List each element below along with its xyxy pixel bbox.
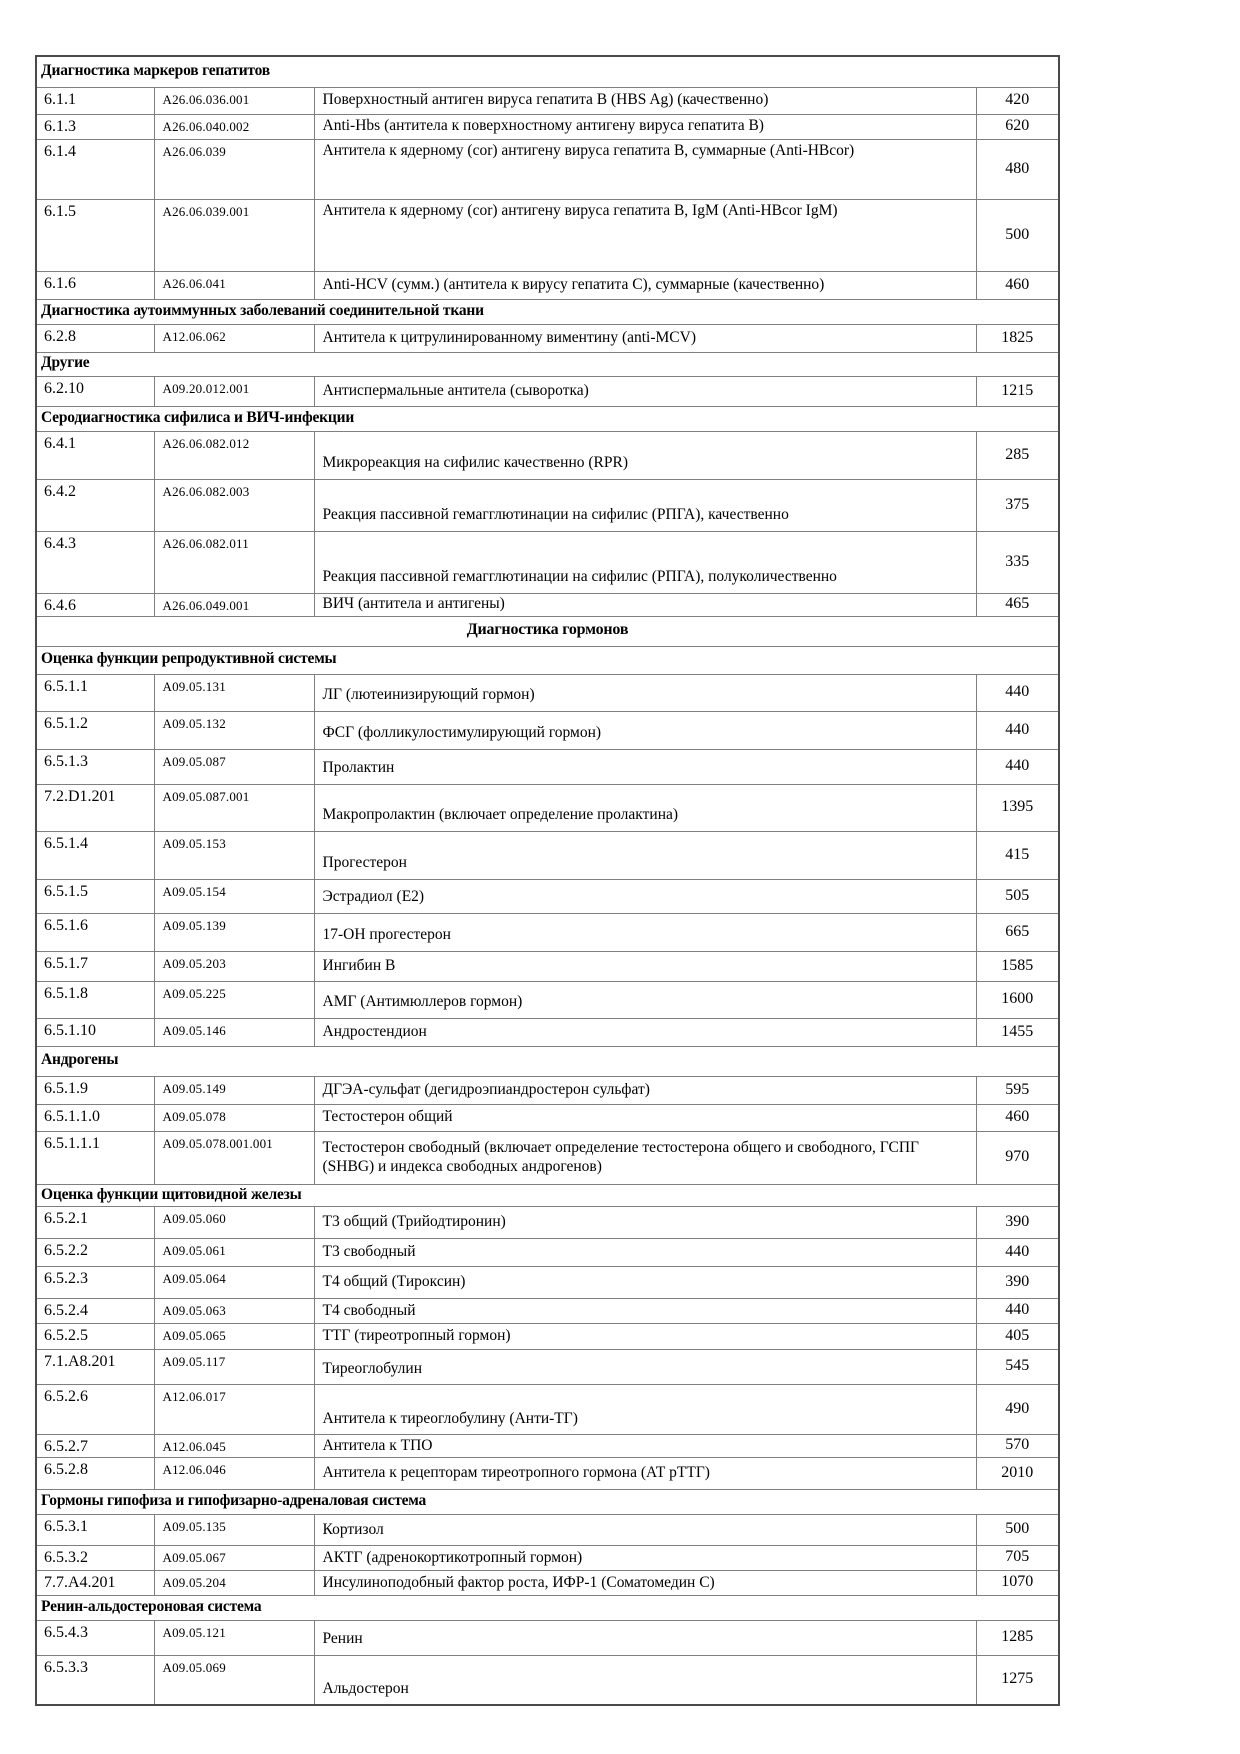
table-row <box>36 114 1059 139</box>
price-cell: 375 <box>976 479 1059 531</box>
item-code-cell: 6.5.3.3 <box>36 1655 154 1705</box>
item-code-cell: 6.5.1.1 <box>36 674 154 711</box>
price-cell: 335 <box>976 531 1059 593</box>
group-title-cell: Диагностика гормонов <box>36 616 1059 646</box>
item-code-cell: 6.5.1.6 <box>36 913 154 951</box>
table-row <box>36 981 1059 1018</box>
test-name-cell: Ренин <box>314 1620 976 1655</box>
price-cell: 420 <box>976 87 1059 114</box>
item-code-cell: 6.5.4.3 <box>36 1620 154 1655</box>
price-cell: 570 <box>976 1434 1059 1457</box>
item-code-cell: 6.5.2.3 <box>36 1266 154 1298</box>
service-code-cell: A09.05.131 <box>154 674 314 711</box>
section-title-cell: Диагностика аутоиммунных заболеваний соединительной ткани <box>36 299 1059 324</box>
price-table-body <box>36 56 1059 1705</box>
test-name-cell: Тестостерон свободный (включает определение тестостерона общего и свободного, ГСПГ (SHBG) и индекса свободных андрогенов) <box>314 1131 976 1184</box>
table-row <box>36 1323 1059 1349</box>
price-cell: 1585 <box>976 951 1059 981</box>
item-code-cell: 6.4.1 <box>36 431 154 479</box>
price-cell: 440 <box>976 1298 1059 1323</box>
price-cell: 460 <box>976 1104 1059 1131</box>
test-name-cell: Т3 свободный <box>314 1238 976 1266</box>
price-cell: 1395 <box>976 784 1059 831</box>
table-row <box>36 87 1059 114</box>
service-code-cell: A09.20.012.001 <box>154 376 314 406</box>
test-name-cell: Реакция пассивной гемагглютинации на сифилис (РПГА), полуколичественно <box>314 531 976 593</box>
test-name-cell: Антитела к тиреоглобулину (Анти-ТГ) <box>314 1384 976 1434</box>
table-row <box>36 1655 1059 1705</box>
table-row <box>36 531 1059 593</box>
test-name-cell: Т4 общий (Тироксин) <box>314 1266 976 1298</box>
table-row <box>36 1570 1059 1595</box>
test-name-cell: Поверхностный антиген вируса гепатита В (HBS Ag) (качественно) <box>314 87 976 114</box>
item-code-cell: 6.1.4 <box>36 139 154 199</box>
section-title-cell: Оценка функции щитовидной железы <box>36 1184 1059 1206</box>
table-row <box>36 1434 1059 1457</box>
section-row <box>36 1184 1059 1206</box>
service-code-cell: A09.05.139 <box>154 913 314 951</box>
test-name-cell: Андростендион <box>314 1018 976 1046</box>
item-code-cell: 6.5.2.5 <box>36 1323 154 1349</box>
service-code-cell: A26.06.036.001 <box>154 87 314 114</box>
test-name-cell: АМГ (Антимюллеров гормон) <box>314 981 976 1018</box>
test-name-cell: АКТГ (адренокортикотропный гормон) <box>314 1545 976 1570</box>
test-name-cell: ЛГ (лютеинизирующий гормон) <box>314 674 976 711</box>
table-row <box>36 749 1059 784</box>
item-code-cell: 6.2.8 <box>36 324 154 352</box>
test-name-cell: Тиреоглобулин <box>314 1349 976 1384</box>
service-code-cell: A12.06.045 <box>154 1434 314 1457</box>
table-row <box>36 271 1059 299</box>
item-code-cell: 6.5.2.6 <box>36 1384 154 1434</box>
item-code-cell: 6.5.3.2 <box>36 1545 154 1570</box>
section-row <box>36 646 1059 674</box>
price-cell: 1215 <box>976 376 1059 406</box>
section-row <box>36 1489 1059 1514</box>
item-code-cell: 7.2.D1.201 <box>36 784 154 831</box>
price-cell: 440 <box>976 749 1059 784</box>
service-code-cell: A09.05.087 <box>154 749 314 784</box>
price-cell: 405 <box>976 1323 1059 1349</box>
item-code-cell: 6.4.2 <box>36 479 154 531</box>
price-cell: 1275 <box>976 1655 1059 1705</box>
item-code-cell: 6.5.2.1 <box>36 1206 154 1238</box>
test-name-cell: Тестостерон общий <box>314 1104 976 1131</box>
service-code-cell: A26.06.039 <box>154 139 314 199</box>
price-cell: 2010 <box>976 1457 1059 1489</box>
table-row <box>36 674 1059 711</box>
section-row <box>36 1046 1059 1076</box>
section-row <box>36 1595 1059 1620</box>
test-name-cell: ТТГ (тиреотропный гормон) <box>314 1323 976 1349</box>
section-title-cell: Ренин-альдостероновая система <box>36 1595 1059 1620</box>
test-name-cell: Ингибин В <box>314 951 976 981</box>
table-row <box>36 1349 1059 1384</box>
price-cell: 415 <box>976 831 1059 879</box>
price-cell: 440 <box>976 674 1059 711</box>
price-cell: 620 <box>976 114 1059 139</box>
table-row <box>36 1238 1059 1266</box>
table-row <box>36 139 1059 199</box>
service-code-cell: A09.05.154 <box>154 879 314 913</box>
section-row <box>36 299 1059 324</box>
price-cell: 390 <box>976 1266 1059 1298</box>
item-code-cell: 7.1.A8.201 <box>36 1349 154 1384</box>
table-row <box>36 479 1059 531</box>
section-title-cell: Андрогены <box>36 1046 1059 1076</box>
price-cell: 545 <box>976 1349 1059 1384</box>
section-row <box>36 616 1059 646</box>
section-title-cell: Диагностика маркеров гепатитов <box>36 56 1059 87</box>
test-name-cell: Макропролактин (включает определение пролактина) <box>314 784 976 831</box>
price-cell: 1455 <box>976 1018 1059 1046</box>
service-code-cell: A09.05.060 <box>154 1206 314 1238</box>
table-row <box>36 593 1059 616</box>
price-cell: 440 <box>976 711 1059 749</box>
table-row <box>36 951 1059 981</box>
item-code-cell: 6.2.10 <box>36 376 154 406</box>
price-cell: 1070 <box>976 1570 1059 1595</box>
table-row <box>36 1206 1059 1238</box>
table-row <box>36 1131 1059 1184</box>
item-code-cell: 6.4.3 <box>36 531 154 593</box>
test-name-cell: Альдостерон <box>314 1655 976 1705</box>
service-code-cell: A09.05.146 <box>154 1018 314 1046</box>
price-cell: 970 <box>976 1131 1059 1184</box>
service-code-cell: A26.06.082.003 <box>154 479 314 531</box>
price-cell: 460 <box>976 271 1059 299</box>
item-code-cell: 6.1.1 <box>36 87 154 114</box>
service-code-cell: A09.05.063 <box>154 1298 314 1323</box>
service-code-cell: A09.05.087.001 <box>154 784 314 831</box>
test-name-cell: Микрореакция на сифилис качественно (RPR) <box>314 431 976 479</box>
item-code-cell: 6.5.1.10 <box>36 1018 154 1046</box>
item-code-cell: 6.5.1.1.1 <box>36 1131 154 1184</box>
item-code-cell: 6.5.1.1.0 <box>36 1104 154 1131</box>
table-row <box>36 1018 1059 1046</box>
test-name-cell: Эстрадиол (Е2) <box>314 879 976 913</box>
service-code-cell: A09.05.078 <box>154 1104 314 1131</box>
price-cell: 1825 <box>976 324 1059 352</box>
section-title-cell: Другие <box>36 352 1059 376</box>
item-code-cell: 6.1.6 <box>36 271 154 299</box>
test-name-cell: ФСГ (фолликулостимулирующий гормон) <box>314 711 976 749</box>
test-name-cell: Anti-HCV (сумм.) (антитела к вирусу гепатита С), суммарные (качественно) <box>314 271 976 299</box>
price-cell: 705 <box>976 1545 1059 1570</box>
service-code-cell: A09.05.203 <box>154 951 314 981</box>
table-row <box>36 1545 1059 1570</box>
service-code-cell: A26.06.040.002 <box>154 114 314 139</box>
service-code-cell: A12.06.062 <box>154 324 314 352</box>
section-title-cell: Гормоны гипофиза и гипофизарно-адреналовая система <box>36 1489 1059 1514</box>
service-code-cell: A26.06.041 <box>154 271 314 299</box>
price-cell: 500 <box>976 199 1059 271</box>
service-code-cell: A09.05.061 <box>154 1238 314 1266</box>
service-code-cell: A09.05.149 <box>154 1076 314 1104</box>
test-name-cell: Т4 свободный <box>314 1298 976 1323</box>
test-name-cell: Антитела к ядерному (cor) антигену вируса гепатита В, суммарные (Anti-HBcor) <box>314 139 976 199</box>
table-row <box>36 199 1059 271</box>
price-cell: 665 <box>976 913 1059 951</box>
table-row <box>36 1298 1059 1323</box>
table-row <box>36 1457 1059 1489</box>
test-name-cell: Кортизол <box>314 1514 976 1545</box>
item-code-cell: 6.5.2.2 <box>36 1238 154 1266</box>
test-name-cell: Реакция пассивной гемагглютинации на сифилис (РПГА), качественно <box>314 479 976 531</box>
table-row <box>36 1514 1059 1545</box>
test-name-cell: Пролактин <box>314 749 976 784</box>
table-row <box>36 324 1059 352</box>
test-name-cell: 17-ОН прогестерон <box>314 913 976 951</box>
item-code-cell: 6.1.3 <box>36 114 154 139</box>
item-code-cell: 6.5.1.5 <box>36 879 154 913</box>
item-code-cell: 6.4.6 <box>36 593 154 616</box>
service-code-cell: A09.05.135 <box>154 1514 314 1545</box>
section-title-cell: Оценка функции репродуктивной системы <box>36 646 1059 674</box>
service-code-cell: A26.06.039.001 <box>154 199 314 271</box>
service-code-cell: A12.06.017 <box>154 1384 314 1434</box>
service-code-cell: A09.05.225 <box>154 981 314 1018</box>
table-row <box>36 879 1059 913</box>
service-code-cell: A09.05.204 <box>154 1570 314 1595</box>
price-table <box>35 55 1060 1706</box>
test-name-cell: Антиспермальные антитела (сыворотка) <box>314 376 976 406</box>
item-code-cell: 6.5.1.4 <box>36 831 154 879</box>
item-code-cell: 6.1.5 <box>36 199 154 271</box>
service-code-cell: A09.05.078.001.001 <box>154 1131 314 1184</box>
item-code-cell: 7.7.A4.201 <box>36 1570 154 1595</box>
service-code-cell: A09.05.067 <box>154 1545 314 1570</box>
test-name-cell: Антитела к цитрулинированному виментину (anti-MCV) <box>314 324 976 352</box>
test-name-cell: Прогестерон <box>314 831 976 879</box>
table-row <box>36 1104 1059 1131</box>
section-title-cell: Серодиагностика сифилиса и ВИЧ-инфекции <box>36 406 1059 431</box>
section-row <box>36 352 1059 376</box>
test-name-cell: ВИЧ (антитела и антигены) <box>314 593 976 616</box>
table-row <box>36 431 1059 479</box>
table-row <box>36 1620 1059 1655</box>
table-row <box>36 784 1059 831</box>
price-cell: 500 <box>976 1514 1059 1545</box>
table-row <box>36 831 1059 879</box>
service-code-cell: A09.05.132 <box>154 711 314 749</box>
section-row <box>36 406 1059 431</box>
test-name-cell: Инсулиноподобный фактор роста, ИФР-1 (Соматомедин С) <box>314 1570 976 1595</box>
price-cell: 505 <box>976 879 1059 913</box>
item-code-cell: 6.5.1.9 <box>36 1076 154 1104</box>
test-name-cell: Т3 общий (Трийодтиронин) <box>314 1206 976 1238</box>
service-code-cell: A12.06.046 <box>154 1457 314 1489</box>
table-row <box>36 913 1059 951</box>
section-row <box>36 56 1059 87</box>
test-name-cell: Anti-Hbs (антитела к поверхностному антигену вируса гепатита В) <box>314 114 976 139</box>
price-cell: 490 <box>976 1384 1059 1434</box>
test-name-cell: Антитела к ядерному (cor) антигену вируса гепатита В, IgM (Anti-HBcor IgM) <box>314 199 976 271</box>
table-row <box>36 711 1059 749</box>
item-code-cell: 6.5.1.3 <box>36 749 154 784</box>
item-code-cell: 6.5.2.7 <box>36 1434 154 1457</box>
service-code-cell: A26.06.082.012 <box>154 431 314 479</box>
service-code-cell: A09.05.065 <box>154 1323 314 1349</box>
table-row <box>36 376 1059 406</box>
test-name-cell: ДГЭА-сульфат (дегидроэпиандростерон сульфат) <box>314 1076 976 1104</box>
test-name-cell: Антитела к ТПО <box>314 1434 976 1457</box>
table-row <box>36 1266 1059 1298</box>
price-cell: 480 <box>976 139 1059 199</box>
service-code-cell: A09.05.153 <box>154 831 314 879</box>
price-cell: 285 <box>976 431 1059 479</box>
item-code-cell: 6.5.1.7 <box>36 951 154 981</box>
table-row <box>36 1076 1059 1104</box>
price-cell: 1600 <box>976 981 1059 1018</box>
service-code-cell: A09.05.064 <box>154 1266 314 1298</box>
service-code-cell: A09.05.069 <box>154 1655 314 1705</box>
item-code-cell: 6.5.1.8 <box>36 981 154 1018</box>
price-cell: 465 <box>976 593 1059 616</box>
table-row <box>36 1384 1059 1434</box>
price-cell: 595 <box>976 1076 1059 1104</box>
item-code-cell: 6.5.2.4 <box>36 1298 154 1323</box>
price-cell: 390 <box>976 1206 1059 1238</box>
service-code-cell: A26.06.049.001 <box>154 593 314 616</box>
item-code-cell: 6.5.2.8 <box>36 1457 154 1489</box>
item-code-cell: 6.5.3.1 <box>36 1514 154 1545</box>
service-code-cell: A26.06.082.011 <box>154 531 314 593</box>
item-code-cell: 6.5.1.2 <box>36 711 154 749</box>
service-code-cell: A09.05.117 <box>154 1349 314 1384</box>
price-cell: 1285 <box>976 1620 1059 1655</box>
test-name-cell: Антитела к рецепторам тиреотропного гормона (АТ рТТГ) <box>314 1457 976 1489</box>
price-cell: 440 <box>976 1238 1059 1266</box>
service-code-cell: A09.05.121 <box>154 1620 314 1655</box>
